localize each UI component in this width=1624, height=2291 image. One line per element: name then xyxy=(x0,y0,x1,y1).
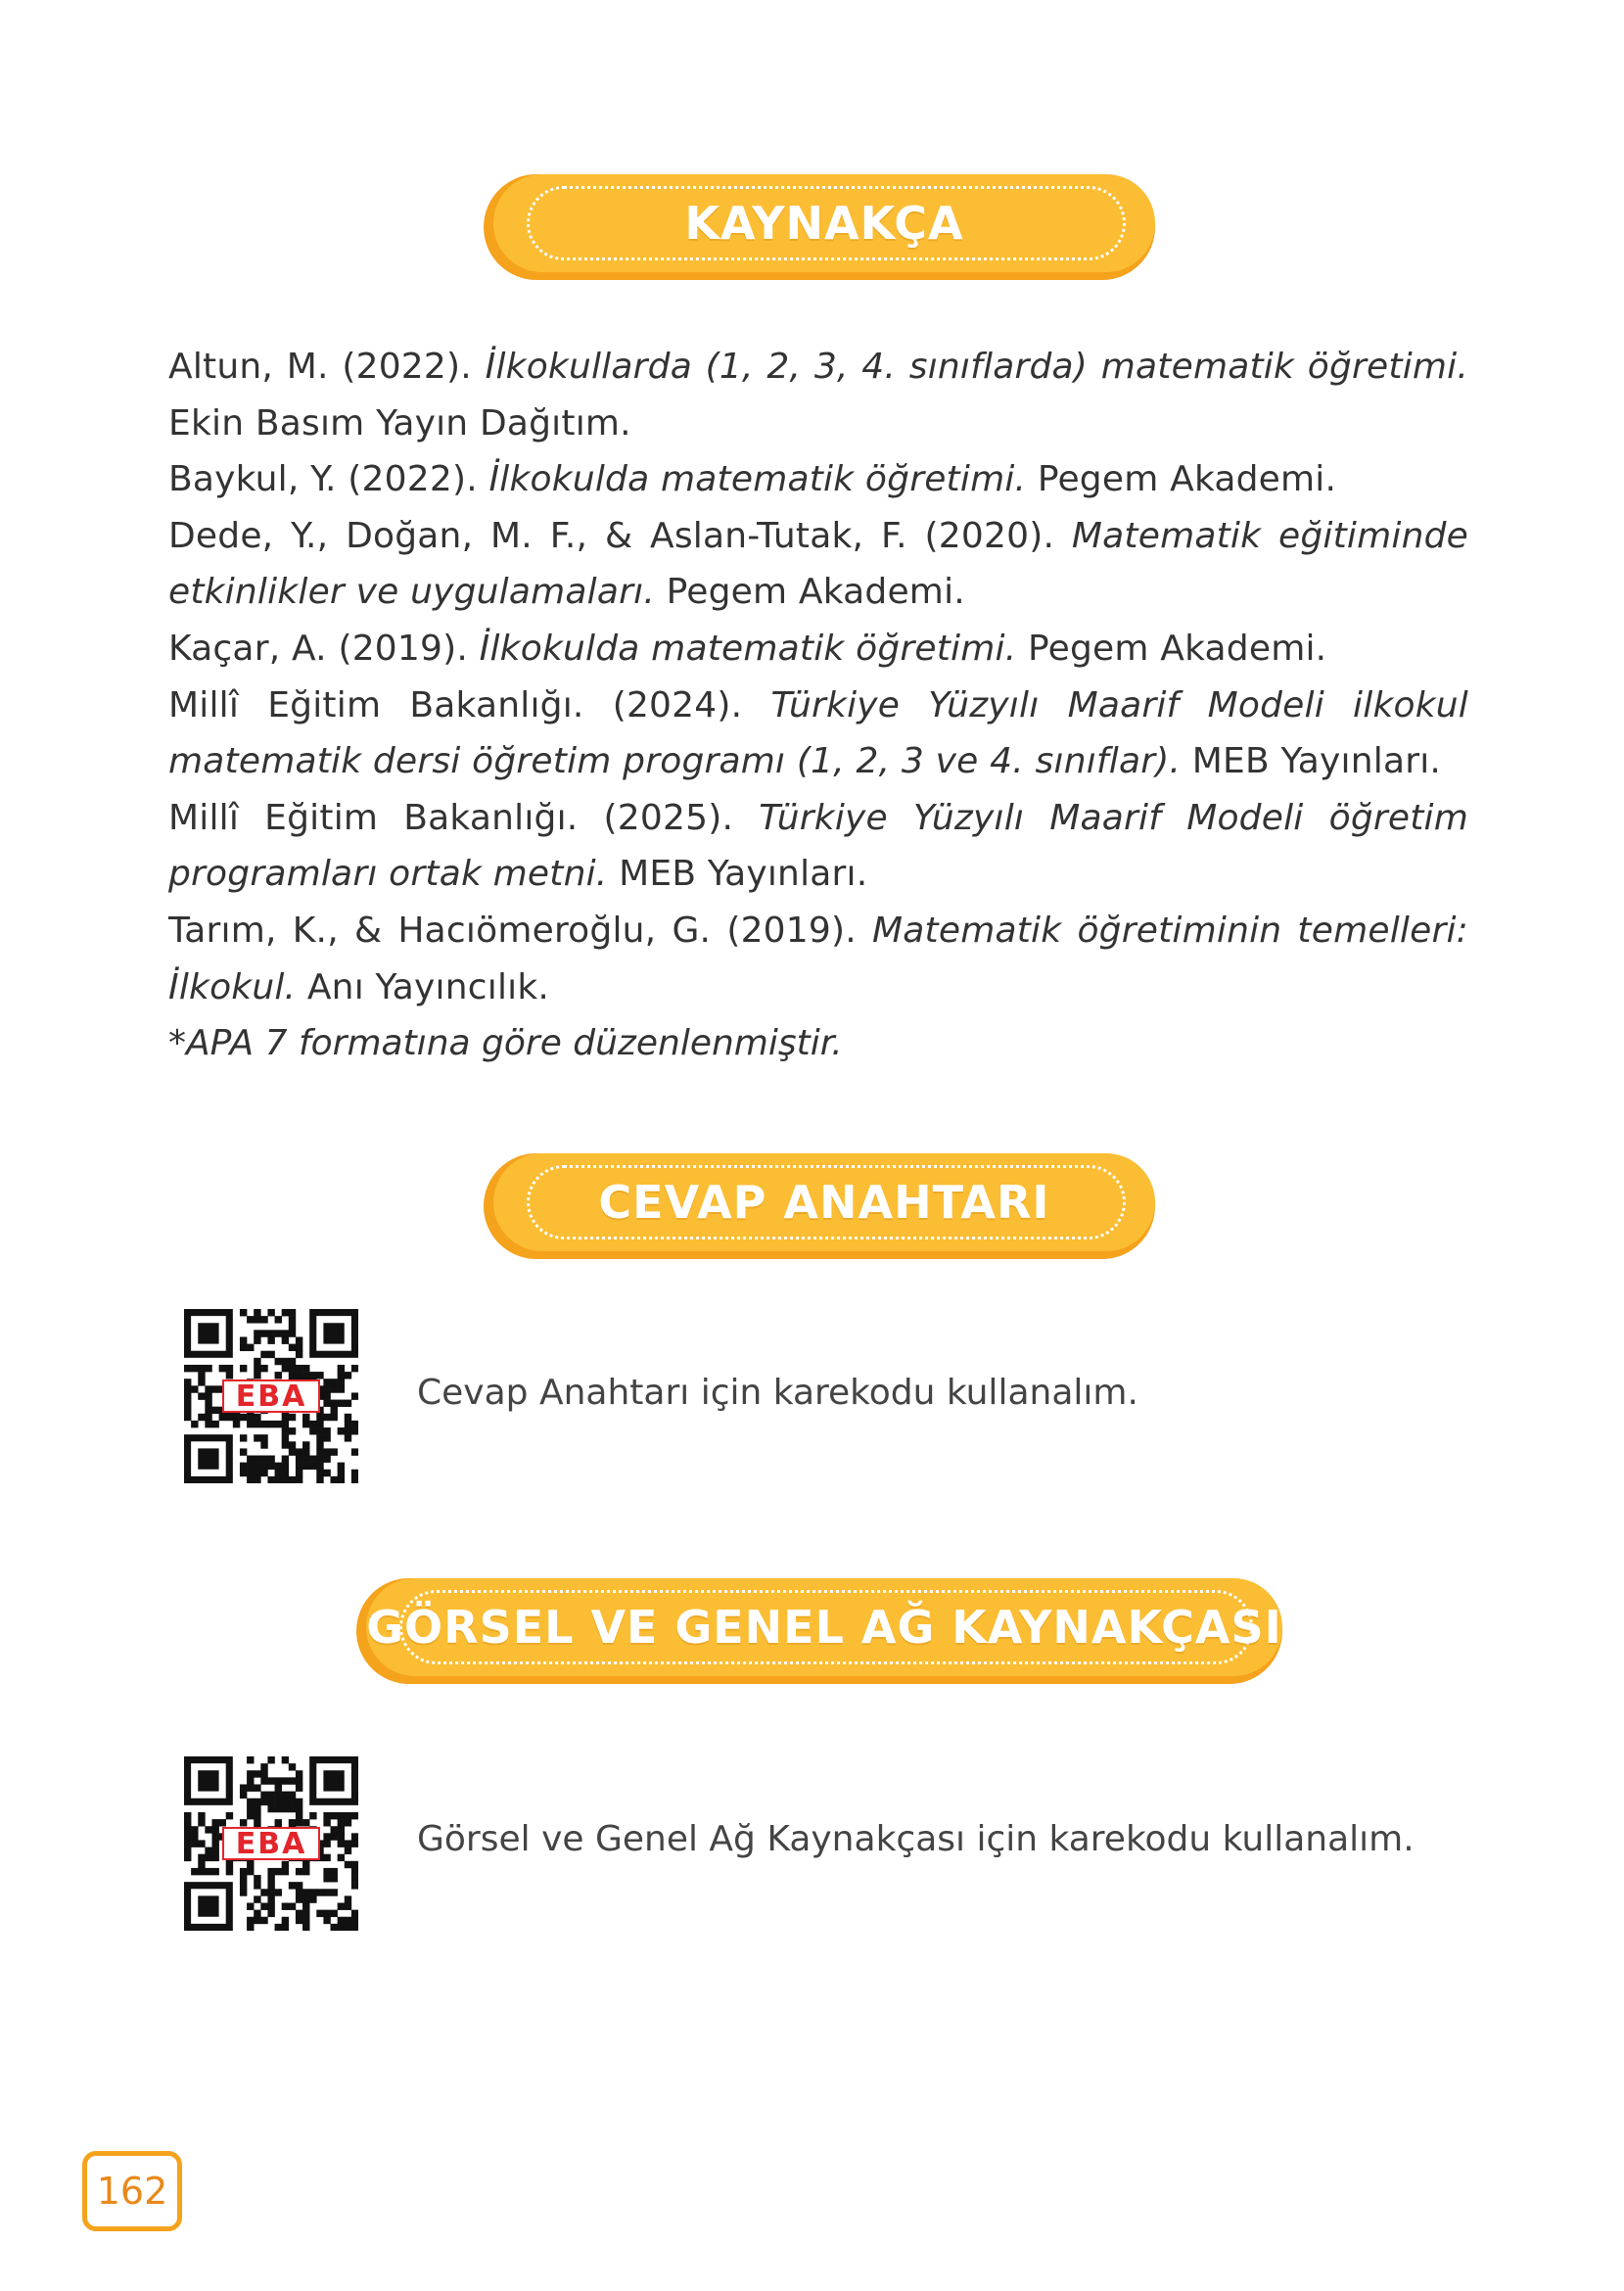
page-number: 162 xyxy=(82,2151,182,2231)
eba-logo: EBA xyxy=(222,1379,320,1413)
web-sources-heading: GÖRSEL VE GENEL AĞ KAYNAKÇASI xyxy=(366,1601,1282,1654)
reference-item: Kaçar, A. (2019). İlkokulda matematik öğretimi. Pegem Akademi. xyxy=(168,628,1327,669)
eba-logo: EBA xyxy=(222,1827,320,1860)
reference-item: Millî Eğitim Bakanlığı. (2025). Türkiye Yüzyılı Maarif Modeli öğretim programları ortak metni. MEB Yayınları. xyxy=(168,797,1469,895)
reference-item: Altun, M. (2022). İlkokullarda (1, 2, 3, 4. sınıflarda) matematik öğretimi. Ekin Basım Yayın Dağıtım. xyxy=(168,347,1469,444)
banner-fill xyxy=(366,1578,1282,1676)
web-sources-qr-caption: Görsel ve Genel Ağ Kaynakçası için karekodu kullanalım. xyxy=(417,1819,1415,1859)
banner-fill xyxy=(493,174,1155,272)
answer-key-qr-code[interactable] xyxy=(184,1309,358,1483)
reference-item: Tarım, K., & Hacıömeroğlu, G. (2019). Matematik öğretiminin temelleri: İlkokul. Anı Yayıncılık. xyxy=(168,910,1469,1007)
references-heading-banner xyxy=(484,174,1155,280)
web-sources-heading-banner xyxy=(356,1578,1282,1684)
answer-key-heading-banner xyxy=(484,1153,1155,1259)
web-sources-qr-code[interactable] xyxy=(184,1756,358,1931)
apa-format-note: *APA 7 formatına göre düzenlenmiştir. xyxy=(168,1023,843,1064)
references-heading: KAYNAKÇA xyxy=(684,197,964,250)
answer-key-qr-caption: Cevap Anahtarı için karekodu kullanalım. xyxy=(417,1373,1138,1413)
reference-list xyxy=(168,339,1468,1072)
reference-item: Millî Eğitim Bakanlığı. (2024). Türkiye Yüzyılı Maarif Modeli ilkokul matematik dersi öğretim programı (1, 2, 3 ve 4. sınıflar). MEB Yayınları. xyxy=(168,684,1469,782)
reference-item: Dede, Y., Doğan, M. F., & Aslan-Tutak, F. (2020). Matematik eğitiminde etkinlikler ve uygulamaları. Pegem Akademi. xyxy=(168,515,1468,613)
answer-key-heading: CEVAP ANAHTARI xyxy=(598,1176,1050,1229)
banner-fill xyxy=(493,1153,1155,1251)
reference-item: Baykul, Y. (2022). İlkokulda matematik öğretimi. Pegem Akademi. xyxy=(168,459,1337,500)
